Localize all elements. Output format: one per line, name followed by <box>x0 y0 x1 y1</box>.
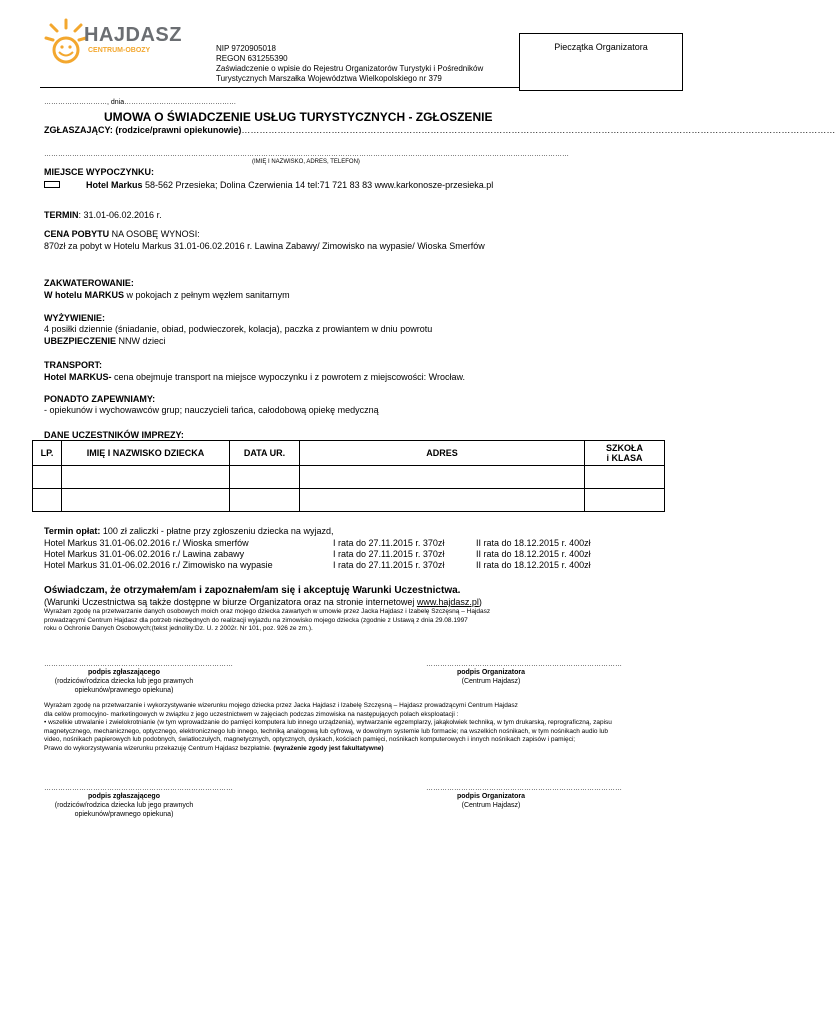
col-school-line2: i KLASA <box>606 453 643 463</box>
cell-lp-2[interactable] <box>33 489 62 512</box>
declaration-bold: Oświadczam, że otrzymałem/am i zapoznałem/am się i akceptuję Warunki Uczestnictwa. <box>44 585 461 596</box>
applicant-caption: (IMIĘ I NAZWISKO, ADRES, TELEFON) <box>252 159 360 165</box>
payment-row-name: Hotel Markus 31.01-06.02.2016 r./ Zimowisko na wypasie <box>44 560 273 570</box>
applicant-signature-label: podpis zgłaszającego <box>88 669 160 676</box>
image-consent-line-5: video, nośnikach papierowych lub podobnych, światłoczułych, magnetycznych, optycznych, dyskach, kościach pamięci, nośnikach komputerowych i innych nośnikach zapisów i pamięci; <box>44 736 576 743</box>
gdpr-line-2: prowadzącymi Centrum Hajdasz dla potrzeb niezbędnych do realizacji wyjazdu na zimowisko mojego dziecka (zgodnie z Ustawą z dnia 29.08.1997 <box>44 616 468 624</box>
meals-label: WYŻYWIENIE: <box>44 313 105 323</box>
cell-name-1[interactable] <box>62 466 230 489</box>
payment-intro <box>44 526 333 537</box>
table-row <box>33 489 665 512</box>
accommodation-label: ZAKWATEROWANIE: <box>44 278 134 288</box>
applicant-dots: ……………………………………………………………………………………………………………………………………………………………………………… <box>241 125 835 135</box>
payment-row <box>44 549 644 560</box>
image-consent-line-4: magnetycznego, mechanicznego, optycznego, elektronicznego lub innego, techniką analogową lub cyfrową, w dowolnym systemie lub formacie; na wszelkich nośnikach, w tym nośnikach audio lub <box>44 727 609 735</box>
col-name: IMIĘ I NAZWISKO DZIECKA <box>62 441 230 466</box>
stamp-label: Pieczątka Organizatora <box>554 42 648 52</box>
cell-birthdate-2[interactable] <box>230 489 300 512</box>
hotel-address: 58-562 Przesieka; Dolina Czerwienia 14 tel:71 721 83 83 www.karkonosze-przesieka.pl <box>142 180 494 190</box>
term-label: TERMIN <box>44 210 79 220</box>
applicant-line-2: ……………………………………………………………………………………………………………………………………………………………………………………………………… <box>44 151 569 158</box>
organizer-website-link[interactable]: www.hajdasz.pl <box>416 597 479 607</box>
signature-line-applicant-2[interactable]: ……………………………………………………………………… <box>44 785 233 792</box>
signature-applicant-1 <box>44 668 204 695</box>
image-consent-line-2: dla celów promocyjno- marketingowych w związku z jego uczestnictwem w zajęciach podczas zimowiska na następujących polach eksploatacji : <box>44 710 459 718</box>
col-school <box>585 441 665 466</box>
cell-name-2[interactable] <box>62 489 230 512</box>
signature-applicant-2 <box>44 792 204 819</box>
register-line-2: Turystycznych Marszałka Województwa Wielkopolskiego nr 379 <box>216 74 442 83</box>
company-info <box>216 44 483 84</box>
stamp-box <box>519 33 683 91</box>
gdpr-line-1: Wyrażam zgodę na przetwarzanie danych osobowych moich oraz mojego dziecka zawartych w umowie przez Jacka Hajdasz i Izabelę Szczęsną – Hajdasz <box>44 608 491 615</box>
cell-address-2[interactable] <box>300 489 585 512</box>
applicant-signature-sub-1: (rodziców/rodzica dziecka lub jego prawnych <box>54 678 194 685</box>
participants-table <box>32 440 665 512</box>
payment-row <box>44 560 644 571</box>
payment-row-rate-2: II rata do 18.12.2015 r. 400zł <box>476 560 591 570</box>
signature-line-organizer-1[interactable]: ………………………………………………………………………… <box>426 661 622 668</box>
cell-school-1[interactable] <box>585 466 665 489</box>
applicant-row <box>44 125 835 136</box>
payment-intro-text: 100 zł zaliczki - płatne przy zgłoszeniu dziecka na wyjazd, <box>100 526 334 536</box>
bus-icon <box>44 181 60 188</box>
payment-row-rate-2: II rata do 18.12.2015 r. 400zł <box>476 538 591 548</box>
price-value: 870zł za pobyt w Hotelu Markus 31.01-06.02.2016 r. Lawina Zabawy/ Zimowisko na wypasie/ Wioska Smerfów <box>44 241 485 251</box>
organizer-signature-label: podpis Organizatora <box>456 669 526 676</box>
image-consent <box>44 702 684 753</box>
signature-organizer-1 <box>426 668 556 686</box>
declaration-post: ) <box>478 597 482 607</box>
participants-label: DANE UCZESTNIKÓW IMPREZY: <box>44 430 184 440</box>
price-label-rest: NA OSOBĘ WYNOSI: <box>109 229 200 239</box>
data-processing-consent <box>44 608 490 634</box>
gdpr-line-3: roku o Ochronie Danych Osobowych;(tekst jednolity:Dz. U. z 2002r. Nr 101, poz. 926 ze zm.). <box>44 625 313 632</box>
signature-organizer-2 <box>426 792 556 810</box>
image-consent-l6-bold: (wyrażenie zgody jest fakultatywne) <box>273 744 384 752</box>
payment-row-name: Hotel Markus 31.01-06.02.2016 r./ Wioska smerfów <box>44 538 249 548</box>
organizer-signature-sub: (Centrum Hajdasz) <box>461 802 521 809</box>
transport-rest: cena obejmuje transport na miejsce wypoczynku i z powrotem z miejscowości: Wrocław. <box>111 372 465 382</box>
col-address: ADRES <box>300 441 585 466</box>
insurance-text: NNW dzieci <box>116 336 166 346</box>
image-consent-l6-pre: Prawo do wykorzystywania wizerunku przekazuję Centrum Hajdasz bezpłatnie. <box>44 744 274 752</box>
applicant-label: ZGŁASZAJĄCY: (rodzice/prawni opiekunowie) <box>44 125 242 135</box>
accommodation-bold: W hotelu MARKUS <box>44 290 124 300</box>
image-consent-line-1: Wyrażam zgodę na przetwarzanie i wykorzystywanie wizerunku mojego dziecka przez Jacka Hajdasz i Izabelę Szczęsną – Hajdasz prowadzącymi Centrum Hajdasz <box>44 702 518 709</box>
transport-label: TRANSPORT: <box>44 360 102 370</box>
declaration-pre: (Warunki Uczestnictwa są także dostępne w biurze Organizatora oraz na stronie internetowej <box>44 597 417 607</box>
venue-label: MIEJSCE WYPOCZYNKU: <box>44 167 155 177</box>
transport-text <box>44 372 465 383</box>
organizer-signature-label: podpis Organizatora <box>456 793 526 800</box>
cell-lp-1[interactable] <box>33 466 62 489</box>
payment-row-rate-1: I rata do 27.11.2015 r. 370zł <box>333 549 445 559</box>
venue-details <box>86 180 493 191</box>
payment-rows <box>44 538 644 571</box>
term-value: : 31.01-06.02.2016 r. <box>78 210 162 220</box>
declaration-line-2 <box>44 597 482 608</box>
col-birthdate: DATA UR. <box>230 441 300 466</box>
signature-line-applicant-1[interactable]: ……………………………………………………………………… <box>44 661 233 668</box>
accommodation-text <box>44 290 290 301</box>
table-row <box>33 466 665 489</box>
cell-birthdate-1[interactable] <box>230 466 300 489</box>
cell-school-2[interactable] <box>585 489 665 512</box>
accommodation-rest: w pokojach z pełnym węzłem sanitarnym <box>124 290 290 300</box>
payment-row <box>44 538 644 549</box>
col-school-line1: SZKOŁA <box>606 443 643 453</box>
payment-label: Termin opłat: <box>44 526 101 536</box>
meals-text: 4 posiłki dziennie (śniadanie, obiad, podwieczorek, kolacja), paczka z prowiantem w dniu powrotu <box>44 324 433 334</box>
extra-text: - opiekunów i wychowawców grup; nauczycieli tańca, całodobową opiekę medyczną <box>44 405 379 415</box>
regon: REGON 631255390 <box>216 54 288 63</box>
applicant-signature-sub-2: opiekunów/prawnego opiekuna) <box>74 687 174 694</box>
payment-row-rate-1: I rata do 27.11.2015 r. 370zł <box>333 538 445 548</box>
table-header-row <box>33 441 665 466</box>
term-row <box>44 210 162 221</box>
applicant-signature-sub-1: (rodziców/rodzica dziecka lub jego prawnych <box>54 802 194 809</box>
signature-line-organizer-2[interactable]: ………………………………………………………………………… <box>426 785 622 792</box>
header-rule <box>40 87 519 88</box>
date-line: ………………………, dnia………………………………………… <box>44 99 237 106</box>
nip: NIP 9720905018 <box>216 44 276 53</box>
transport-bold: Hotel MARKUS- <box>44 372 112 382</box>
payment-row-name: Hotel Markus 31.01-06.02.2016 r./ Lawina zabawy <box>44 549 245 559</box>
document-title: UMOWA O ŚWIADCZENIE USŁUG TURYSTYCZNYCH - ZGŁOSZENIE <box>104 110 493 124</box>
logo-subtitle: CENTRUM-OBOZY <box>88 47 151 54</box>
payment-row-rate-2: II rata do 18.12.2015 r. 400zł <box>476 549 591 559</box>
insurance-label: UBEZPIECZENIE <box>44 336 117 346</box>
applicant-signature-label: podpis zgłaszającego <box>88 793 160 800</box>
hotel-name: Hotel Markus <box>86 180 143 190</box>
applicant-signature-sub-2: opiekunów/prawnego opiekuna) <box>74 811 174 818</box>
insurance-row <box>44 336 166 347</box>
cell-address-1[interactable] <box>300 466 585 489</box>
payment-row-rate-1: I rata do 27.11.2015 r. 370zł <box>333 560 445 570</box>
price-row <box>44 229 200 240</box>
price-label: CENA POBYTU <box>44 229 110 239</box>
organizer-signature-sub: (Centrum Hajdasz) <box>461 678 521 685</box>
col-lp: LP. <box>33 441 62 466</box>
extra-label: PONADTO ZAPEWNIAMY: <box>44 394 156 404</box>
image-consent-line-6 <box>44 745 684 754</box>
logo-name: HAJDASZ <box>84 24 182 46</box>
logo <box>44 18 182 68</box>
register-line-1: Zaświadczenie o wpisie do Rejestru Organizatorów Turystyki i Pośredników <box>216 64 484 73</box>
image-consent-line-3: • wszelkie utrwalanie i zwielokrotnianie (w tym wprowadzanie do pamięci komputera lub innego urządzenia), wytwarzanie egzemplarzy, jakąkolwiek techniką, w tym drukarską, reprograficzną, zapisu <box>44 719 612 726</box>
